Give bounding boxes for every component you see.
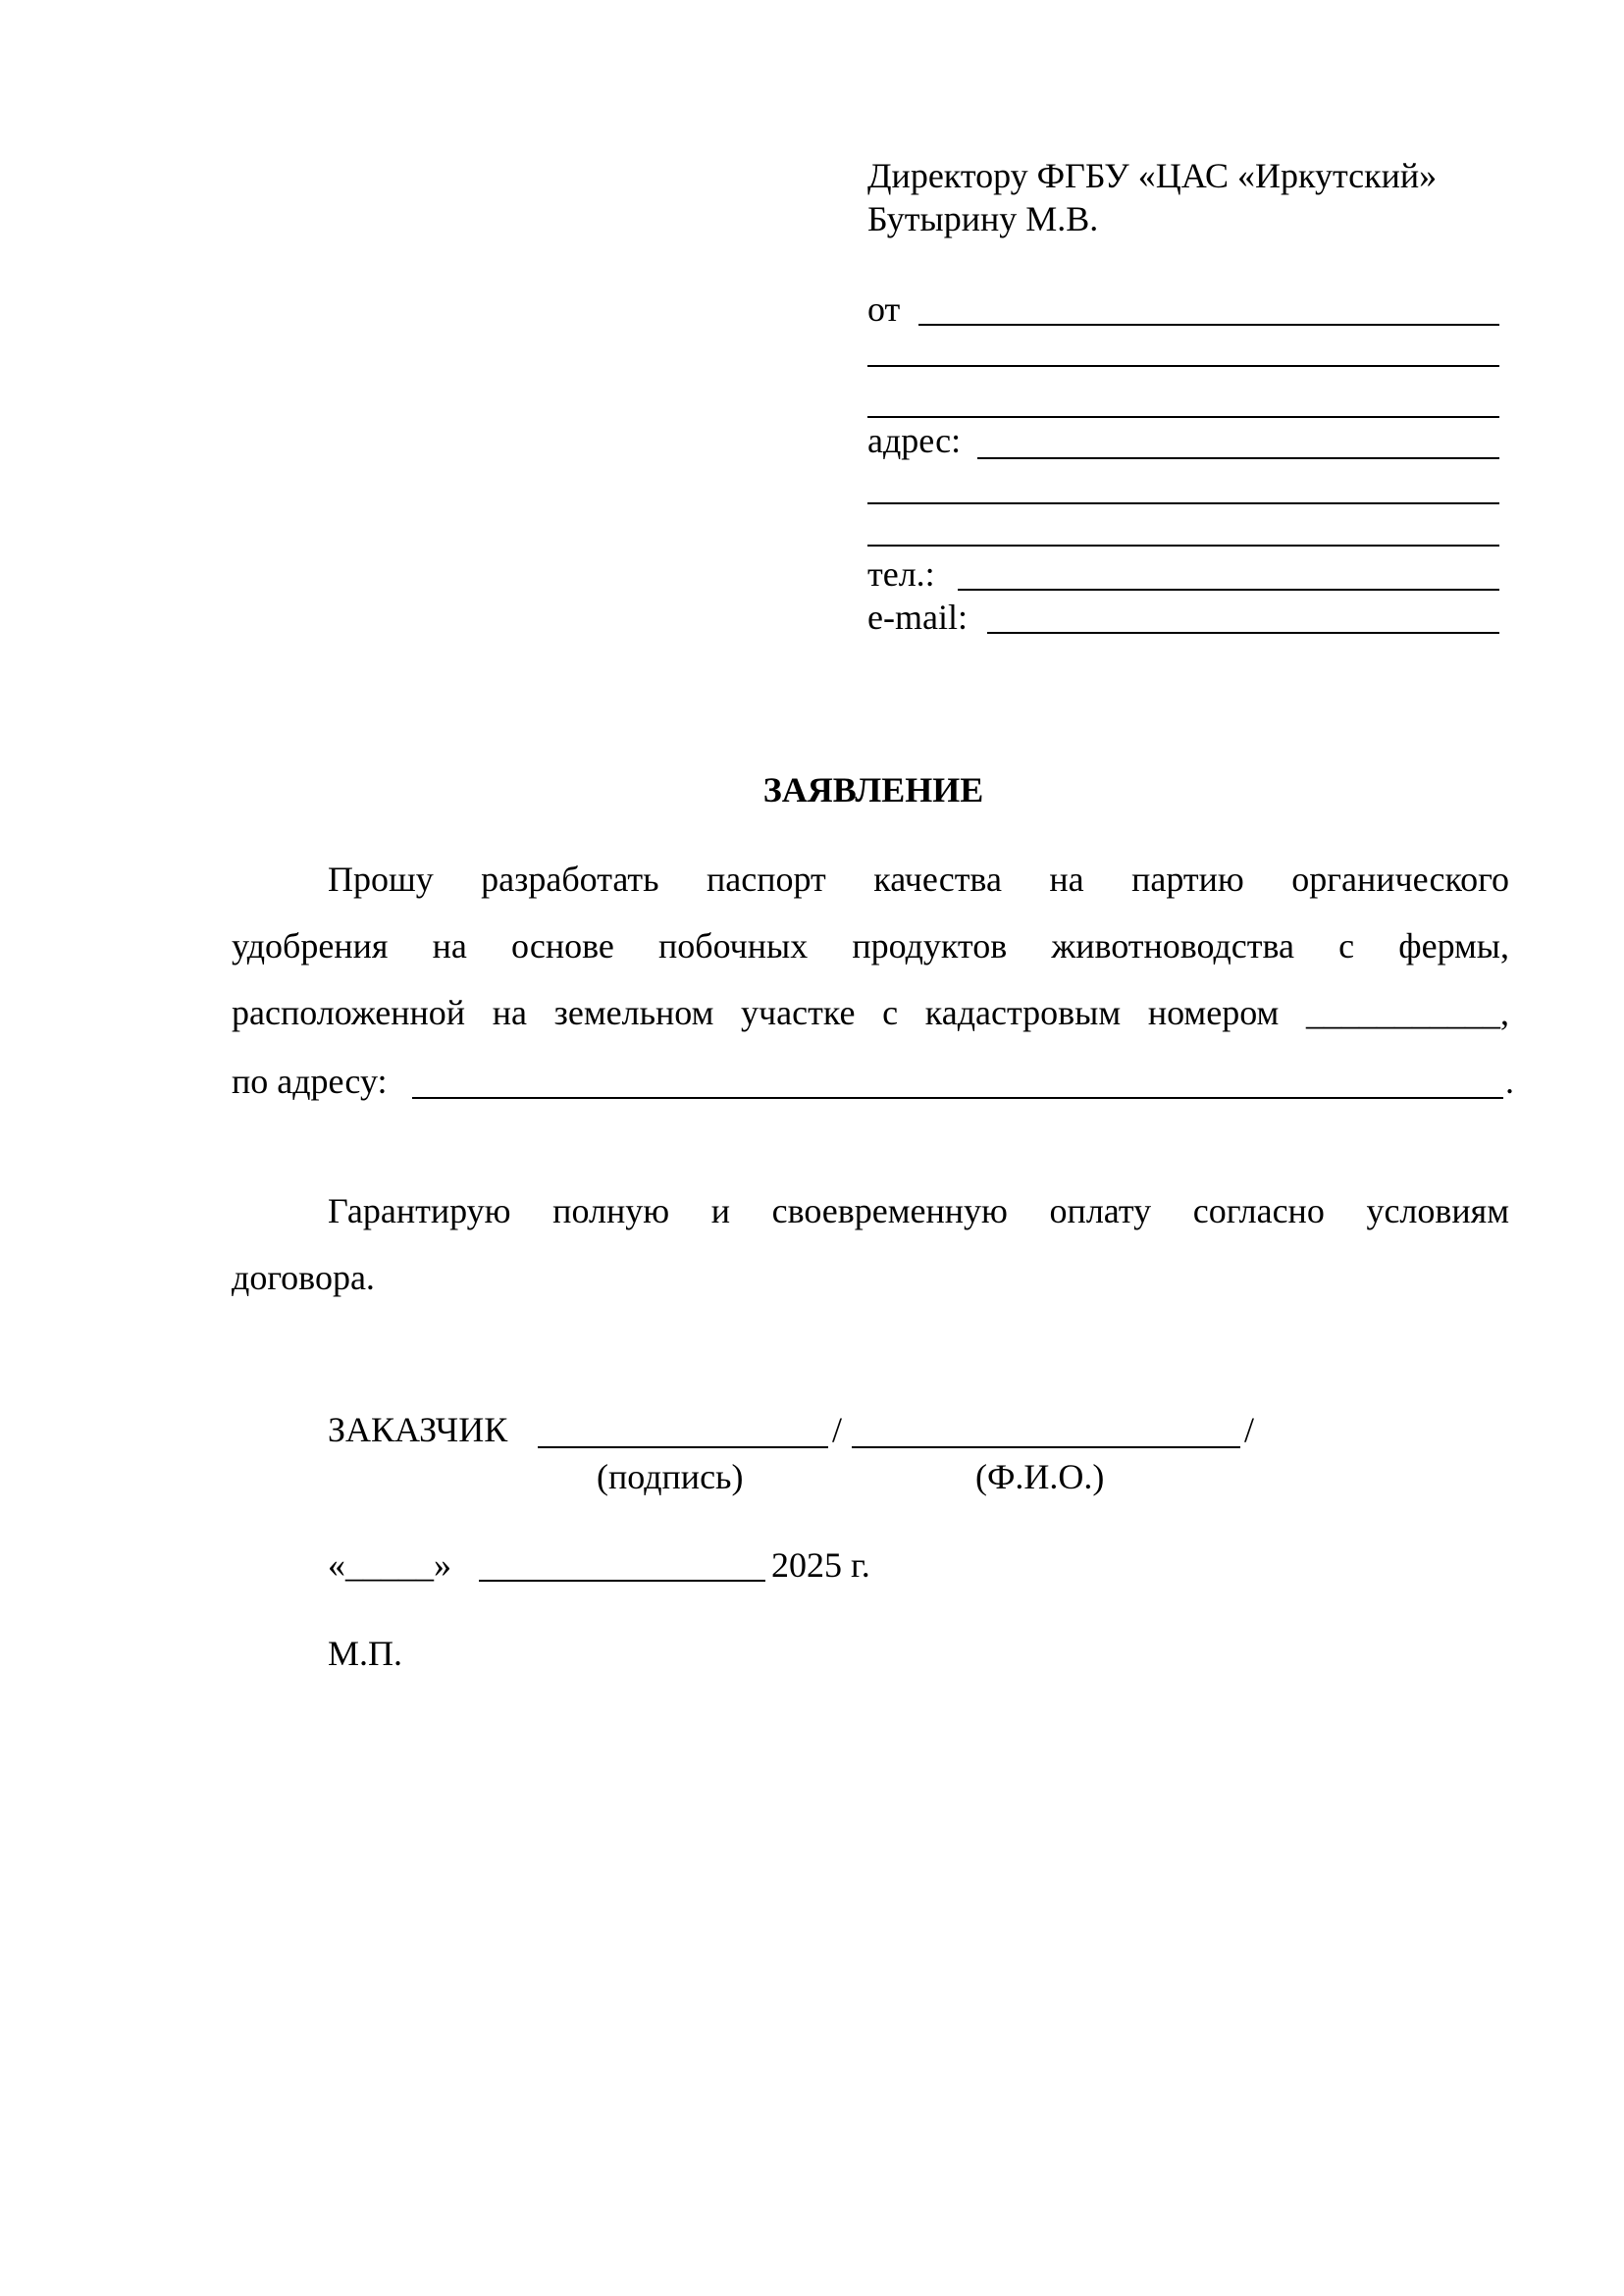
address-field-line-2[interactable] <box>867 502 1499 504</box>
date-month-field[interactable] <box>479 1580 765 1582</box>
phone-field-line[interactable] <box>958 589 1499 591</box>
from-field-line-3[interactable] <box>867 416 1499 418</box>
address-field-line-1[interactable] <box>977 457 1499 459</box>
address-line-label: по адресу: <box>232 1062 388 1101</box>
from-field-line-2[interactable] <box>867 365 1499 367</box>
paragraph-line: удобрения на основе побочных продуктов животноводства с фермы, <box>232 926 1509 965</box>
from-label: от <box>867 289 901 329</box>
paragraph-line: Прошу разработать паспорт качества на партию органического <box>328 860 1509 899</box>
phone-label: тел.: <box>867 554 935 594</box>
recipient-line-1: Директору ФГБУ «ЦАС «Иркутский» <box>867 156 1438 195</box>
guarantee-paragraph <box>232 1177 1509 1311</box>
paragraph-line: договора. <box>232 1258 375 1297</box>
signature-slash-1: / <box>832 1410 843 1449</box>
name-caption: (Ф.И.О.) <box>975 1457 1105 1496</box>
signature-caption: (подпись) <box>597 1457 744 1496</box>
object-address-field[interactable] <box>412 1097 1503 1099</box>
signature-field[interactable] <box>538 1446 828 1448</box>
full-name-field[interactable] <box>852 1446 1240 1448</box>
email-label: e-mail: <box>867 598 968 637</box>
stamp-placeholder: М.П. <box>328 1634 403 1673</box>
address-label: адрес: <box>867 421 962 460</box>
address-line-end: . <box>1505 1062 1514 1101</box>
address-field-line-3[interactable] <box>867 545 1499 547</box>
signature-slash-2: / <box>1244 1410 1255 1449</box>
recipient-line-2: Бутырину М.В. <box>867 199 1099 238</box>
from-field-line-1[interactable] <box>918 324 1499 326</box>
paragraph-line: расположенной на земельном участке с кадастровым номером ___________, <box>232 993 1509 1032</box>
email-field-line[interactable] <box>987 632 1499 634</box>
date-day[interactable]: «_____» <box>328 1545 451 1585</box>
date-year: 2025 г. <box>771 1545 870 1585</box>
customer-label: ЗАКАЗЧИК <box>328 1410 508 1449</box>
request-paragraph <box>232 846 1509 1046</box>
paragraph-line: Гарантирую полную и своевременную оплату согласно условиям <box>328 1191 1509 1230</box>
document-title: ЗАЯВЛЕНИЕ <box>762 770 984 809</box>
